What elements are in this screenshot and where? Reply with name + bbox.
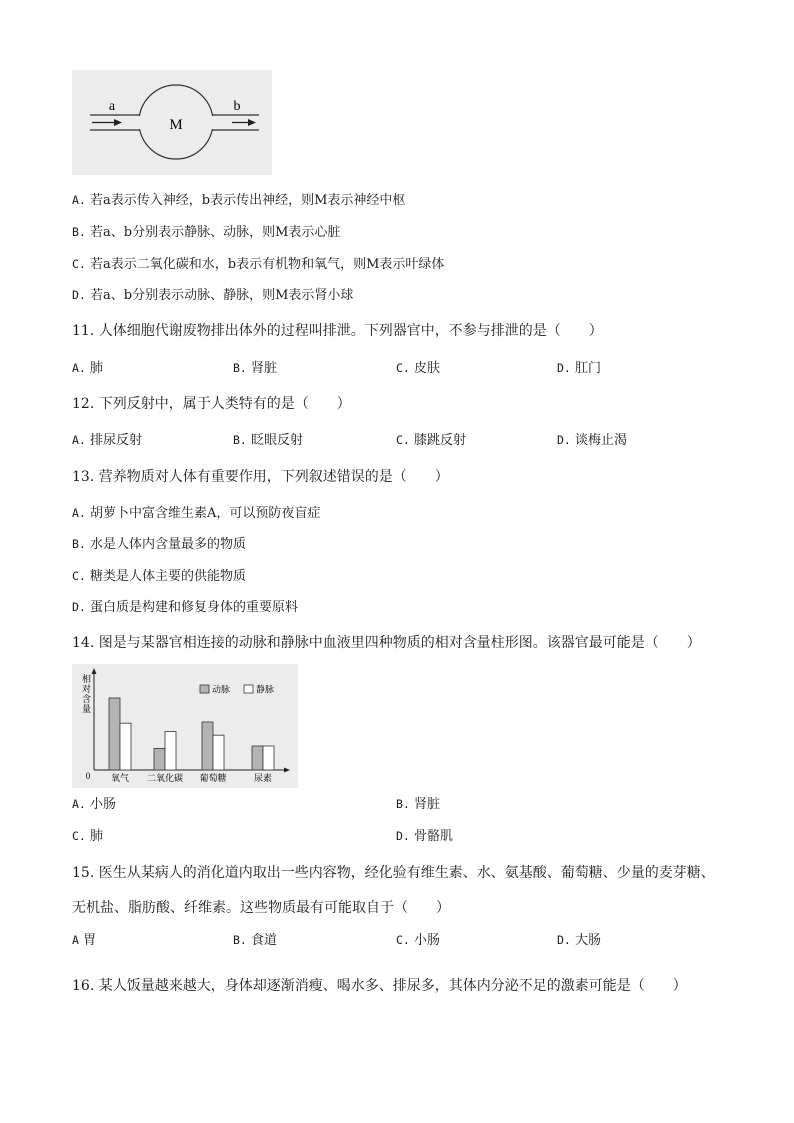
option-label: C. (396, 433, 410, 447)
organ-diagram (72, 70, 272, 175)
option-text: 水是人体内含量最多的物质 (90, 537, 247, 552)
option-label: B. (233, 933, 247, 947)
q15-stem-line-2: 无机盐、脂肪酸、纤维素。这些物质最有可能取自于（ ） (72, 900, 450, 916)
bar-vein-3 (263, 746, 274, 770)
bar-artery-2 (202, 722, 213, 770)
q13-option-b[interactable] (72, 534, 246, 555)
q15-option-b[interactable] (233, 930, 277, 951)
q10-option-c[interactable] (72, 254, 444, 275)
option-text: 胡萝卜中富含维生素A，可以预防夜盲症 (90, 506, 321, 521)
outflow-arrowhead-icon (248, 119, 256, 126)
x-tick-label: 氧气 (110, 774, 130, 784)
option-label: C. (72, 829, 86, 843)
q12-option-a[interactable] (72, 430, 142, 451)
option-label: A. (72, 193, 86, 207)
y-axis-arrow-icon (92, 668, 97, 674)
option-label: B. (233, 433, 247, 447)
q13-option-d[interactable] (72, 597, 298, 618)
option-label: B. (233, 361, 247, 375)
x-tick-label: 葡萄糖 (199, 774, 227, 784)
q14-option-b[interactable] (396, 794, 440, 815)
option-text: 肾脏 (251, 361, 278, 376)
q12-stem: 12. 下列反射中，属于人类特有的是（ ） (72, 396, 351, 412)
option-text: 胃 (83, 933, 97, 948)
q10-option-b[interactable] (72, 222, 340, 243)
bar-vein-0 (120, 723, 131, 770)
y-axis-label (82, 673, 91, 715)
bar-vein-2 (213, 735, 224, 770)
bar-vein-1 (165, 732, 176, 770)
q11-stem: 11. 人体细胞代谢废物排出体外的过程叫排泄。下列器官中，不参与排泄的是（ ） (72, 323, 603, 339)
q13-option-a[interactable] (72, 503, 320, 524)
option-label: C. (72, 569, 86, 583)
q15-option-c[interactable] (396, 930, 440, 951)
option-text: 若a表示二氧化碳和水，b表示有机物和氧气，则M表示叶绿体 (90, 257, 445, 272)
option-text: 小肠 (414, 933, 441, 948)
option-label: D. (557, 933, 571, 947)
x-tick-label: 尿素 (253, 774, 273, 784)
label-b: b (233, 99, 241, 114)
legend-label-vein: 静脉 (256, 685, 275, 696)
option-text: 肛门 (575, 361, 602, 376)
chart-bars (109, 698, 274, 770)
option-text: 皮肤 (414, 361, 441, 376)
bar-artery-1 (154, 748, 165, 770)
q11-option-c[interactable] (396, 358, 440, 379)
legend-swatch-vein (244, 685, 253, 693)
option-label: B. (72, 225, 86, 239)
option-label: A. (72, 433, 86, 447)
option-text: 排尿反射 (90, 433, 143, 448)
q12-option-c[interactable] (396, 430, 466, 451)
option-text: 膝跳反射 (414, 433, 467, 448)
outflow-joint-mask (190, 116, 220, 129)
option-label: C. (72, 257, 86, 271)
q11-option-b[interactable] (233, 358, 277, 379)
option-label: D. (557, 361, 571, 375)
q14-stem: 14. 图是与某器官相连接的动脉和静脉中血液里四种物质的相对含量柱形图。该器官最可能是（ ） (72, 635, 701, 651)
q15-option-a[interactable] (72, 930, 96, 951)
inflow-joint-mask (132, 116, 162, 129)
chart-x-tick-labels (111, 772, 272, 784)
q13-stem: 13. 营养物质对人体有重要作用，下列叙述错误的是（ ） (72, 469, 449, 485)
label-a: a (108, 99, 116, 114)
option-text: 大肠 (575, 933, 602, 948)
q11-option-d[interactable] (557, 358, 601, 379)
legend-label-artery: 动脉 (212, 685, 231, 696)
option-text: 若a表示传入神经，b表示传出神经，则M表示神经中枢 (90, 193, 406, 208)
chart-legend (200, 684, 274, 696)
option-text: 谈梅止渴 (575, 433, 628, 448)
q14-option-c[interactable] (72, 826, 103, 847)
origin-label: 0 (85, 771, 91, 781)
option-text: 若a、b分别表示动脉、静脉，则M表示肾小球 (90, 288, 354, 303)
q10-option-a[interactable] (72, 190, 405, 211)
option-label: C. (396, 933, 410, 947)
option-text: 骨骼肌 (414, 829, 454, 844)
x-tick-label: 二氧化碳 (146, 774, 184, 784)
bar-chart-svg (72, 664, 298, 788)
option-label: A. (72, 506, 86, 520)
bar-artery-3 (252, 746, 263, 770)
q15-option-d[interactable] (557, 930, 601, 951)
option-text: 若a、b分别表示静脉、动脉，则M表示心脏 (90, 225, 341, 240)
option-text: 小肠 (90, 797, 117, 812)
y-axis-label-char: 含 (82, 695, 92, 705)
option-text: 蛋白质是构建和修复身体的重要原料 (90, 600, 299, 615)
inflow-arrowhead-icon (114, 119, 122, 126)
bar-artery-0 (109, 698, 120, 770)
option-text: 肾脏 (414, 797, 441, 812)
option-label: D. (396, 829, 410, 843)
q12-option-d[interactable] (557, 430, 627, 451)
option-label: A (72, 933, 79, 947)
option-label: A. (72, 797, 86, 811)
y-axis-label-char: 量 (82, 705, 92, 715)
q11-option-a[interactable] (72, 358, 103, 379)
q16-stem: 16. 某人饭量越来越大，身体却逐渐消瘦、喝水多、排尿多，其体内分泌不足的激素可能是（ ） (72, 978, 687, 994)
option-label: C. (396, 361, 410, 375)
q14-option-d[interactable] (396, 826, 453, 847)
option-label: D. (72, 600, 86, 614)
q12-option-b[interactable] (233, 430, 303, 451)
option-text: 食道 (251, 933, 278, 948)
option-text: 肺 (90, 361, 104, 376)
option-label: D. (72, 288, 86, 302)
q10-option-d[interactable] (72, 285, 353, 306)
legend-swatch-artery (200, 685, 209, 693)
option-text: 肺 (90, 829, 104, 844)
option-label: B. (396, 797, 410, 811)
q15-stem-line-1: 15. 医生从某病人的消化道内取出一些内容物，经化验有维生素、水、氨基酸、葡萄糖、少量的麦芽糖、 (72, 865, 715, 881)
x-axis-arrow-icon (284, 768, 290, 773)
y-axis-label-char: 相 (82, 675, 92, 685)
label-m: M (169, 117, 183, 133)
y-axis-label-char: 对 (82, 685, 92, 695)
organ-diagram-svg (72, 70, 272, 175)
option-label: D. (557, 433, 571, 447)
option-label: B. (72, 537, 86, 551)
q13-option-c[interactable] (72, 566, 246, 587)
option-text: 糖类是人体主要的供能物质 (90, 569, 247, 584)
blood-substance-bar-chart (72, 664, 298, 788)
q14-option-a[interactable] (72, 794, 116, 815)
option-label: A. (72, 361, 86, 375)
option-text: 眨眼反射 (251, 433, 304, 448)
